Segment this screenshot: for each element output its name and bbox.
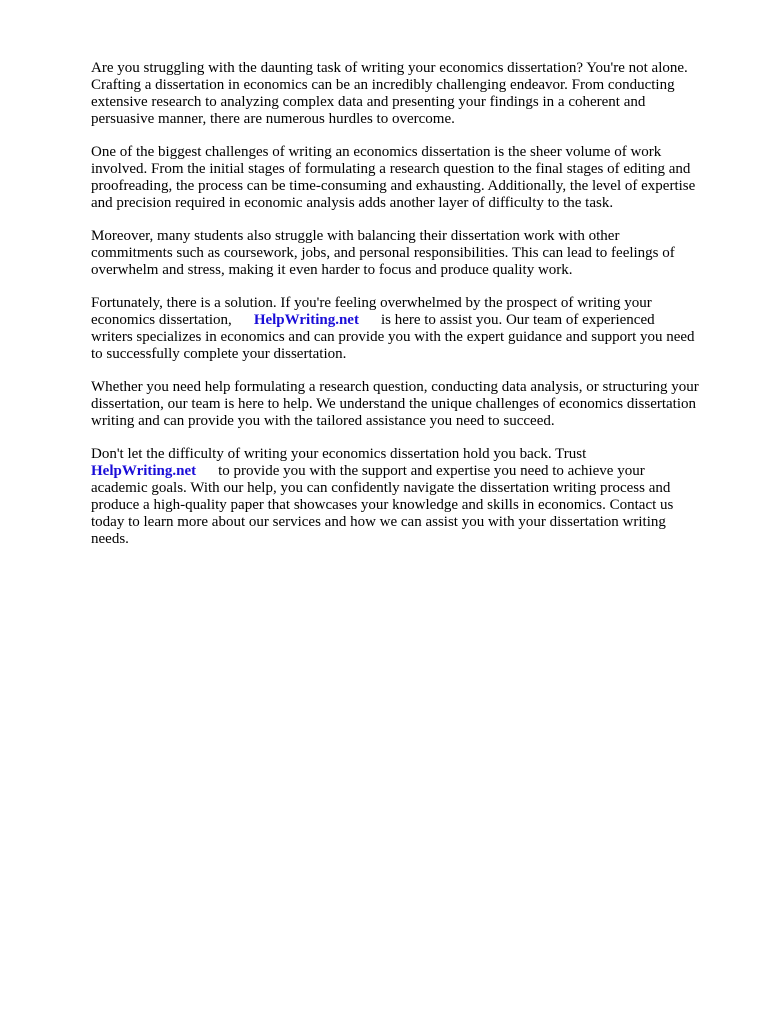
paragraph-trust: [91, 446, 723, 548]
helpwriting-link-2[interactable]: HelpWriting.net: [91, 463, 197, 479]
document-body: [91, 60, 723, 564]
paragraph-balancing: Moreover, many students also struggle with balancing their dissertation work with other commitments such as coursework, jobs, and personal responsibilities. This can lead to feelings of overwhelm and stress, making it even harder to focus and produce quality work.: [91, 228, 675, 278]
paragraph-help: Whether you need help formulating a research question, conducting data analysis, or structuring your dissertation, our team is here to help. We understand the unique challenges of economics dissertation writing and can provide you with the tailored assistance you need to succeed.: [91, 379, 699, 429]
paragraph-solution-text-before: Fortunately, there is a solution. If you're feeling overwhelmed by the prospect of writing your economics dissertation,: [91, 295, 652, 328]
paragraph-solution: [91, 295, 723, 363]
paragraph-trust-text-after: to provide you with the support and expertise you need to achieve your academic goals. With our help, you can confidently navigate the dissertation writing process and produce a high-quality paper that showcases your knowledge and skills in economics. Contact us today to learn more about our services and how we can assist you with your dissertation writing needs.: [91, 463, 674, 547]
paragraph-intro: Are you struggling with the daunting task of writing your economics dissertation? You're not alone. Crafting a dissertation in economics can be an incredibly challenging endeavor. From conducting extensive research to analyzing complex data and presenting your findings in a coherent and persuasive manner, there are numerous hurdles to overcome.: [91, 60, 688, 127]
paragraph-solution-text-after: is here to assist you. Our team of experienced writers specializes in economics and can provide you with the expert guidance and support you need to successfully complete your dissertation.: [91, 312, 695, 362]
paragraph-trust-text-before: Don't let the difficulty of writing your economics dissertation hold you back. Trust: [91, 446, 587, 462]
paragraph-challenges: One of the biggest challenges of writing an economics dissertation is the sheer volume of work involved. From the initial stages of formulating a research question to the final stages of editing and proofreading, the process can be time-consuming and exhausting. Additionally, the level of expertise and precision required in economic analysis adds another layer of difficulty to the task.: [91, 144, 696, 211]
helpwriting-link[interactable]: HelpWriting.net: [253, 312, 359, 328]
